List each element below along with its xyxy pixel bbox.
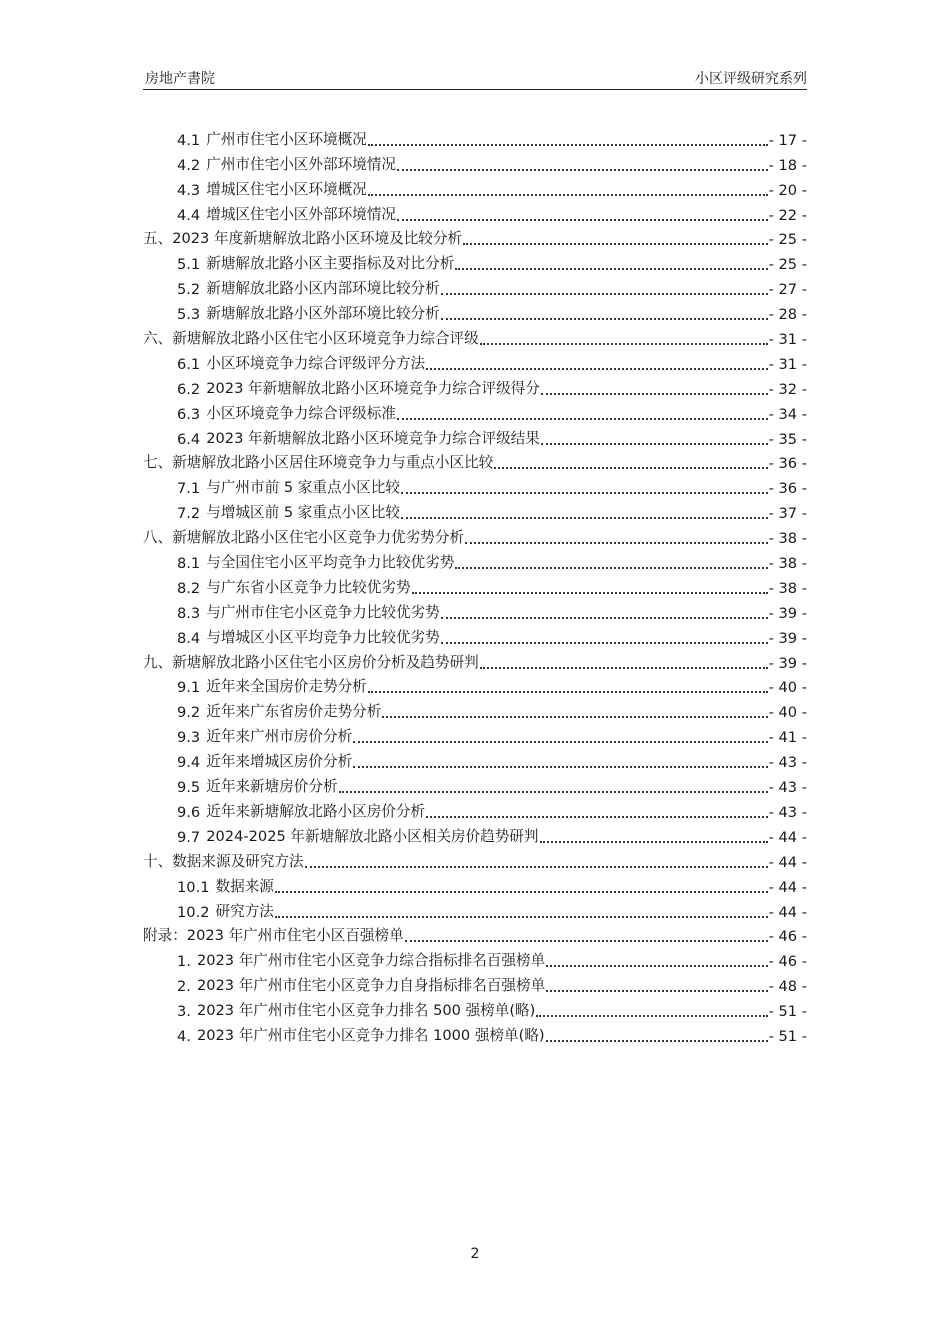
toc-dot-leader [412,578,768,594]
toc-dot-leader [426,802,767,818]
toc-dot-leader [536,1001,767,1017]
toc-dot-leader [546,951,767,967]
toc-entry-number: 8.3 [177,604,201,622]
header-series-title: 小区评级研究系列 [695,71,807,87]
toc-entry-title: 近年来广州市房价分析 [206,728,353,746]
toc-entry-title: 小区环境竞争力综合评级评分方法 [206,354,426,372]
toc-entry-title: 近年来新塘房价分析 [206,778,338,796]
toc-entry-page: - 43 - [768,803,807,821]
toc-entry-number: 8.2 [177,579,201,597]
toc-entry-number: 9.4 [177,754,201,772]
toc-entry-number: 九、 [143,653,173,671]
toc-entry-title: 近年来全国房价走势分析 [206,678,367,696]
toc-entry-page: - 36 - [768,480,807,498]
toc-entry-page: - 27 - [768,281,807,299]
toc-dot-leader [494,453,767,469]
toc-entry-page: - 51 - [768,1027,807,1045]
toc-dot-leader [353,727,767,743]
toc-dot-leader [441,628,768,644]
toc-dot-leader [397,404,768,420]
toc-entry-page: - 37 - [768,505,807,523]
toc-entry-title: 与增城区小区平均竞争力比较优劣势 [206,628,440,646]
toc-entry-page: - 51 - [768,1003,807,1021]
toc-entry-title: 2023 年广州市住宅小区竞争力排名 1000 强榜单(略) [196,1026,545,1044]
toc-entry-page: - 31 - [768,355,807,373]
toc-dot-leader [480,653,768,669]
toc-entry-page: - 39 - [768,629,807,647]
toc-entry-page: - 25 - [768,231,807,249]
toc-entry-number: 五、 [143,230,173,248]
toc-entry-title: 新塘解放北路小区主要指标及对比分析 [206,255,455,273]
toc-entry-number: 5.3 [177,306,201,324]
toc-dot-leader [540,827,768,843]
toc-dot-leader [455,254,767,270]
toc-entry-page: - 32 - [768,380,807,398]
toc-entry-number: 附录： [143,927,187,945]
toc-entry-number: 6.4 [177,430,201,448]
toc-entry-title: 与增城区前 5 家重点小区比较 [206,504,400,522]
toc-entry-title: 2023 年广州市住宅小区竞争力综合指标排名百强榜单 [196,952,546,970]
toc-entry[interactable] [143,472,807,497]
toc-entry-page: - 48 - [768,978,807,996]
toc-dot-leader [441,279,768,295]
toc-entry-number: 4.2 [177,156,201,174]
toc-entry-number: 六、 [143,330,173,348]
toc-dot-leader [463,229,768,245]
toc-entry-title: 新塘解放北路小区住宅小区竞争力优劣势分析 [172,529,465,547]
toc-entry[interactable] [143,373,807,398]
toc-entry-title: 2024-2025 年新塘解放北路小区相关房价趋势研判 [206,827,539,845]
toc-dot-leader [405,926,768,942]
toc-entry[interactable] [143,248,807,273]
toc-entry-title: 近年来增城区房价分析 [206,753,353,771]
toc-entry[interactable] [143,896,807,921]
toc-dot-leader [455,553,767,569]
toc-entry[interactable] [143,497,807,522]
toc-entry[interactable] [143,696,807,721]
toc-entry-number: 6.2 [177,380,201,398]
page-number: 2 [470,1246,480,1262]
toc-entry[interactable] [143,771,807,796]
toc-entry-title: 新塘解放北路小区外部环境比较分析 [206,305,440,323]
toc-entry[interactable] [143,796,807,821]
toc-dot-leader [339,777,768,793]
toc-entry[interactable] [143,423,807,448]
toc-entry-title: 与广州市前 5 家重点小区比较 [206,479,400,497]
toc-entry-number: 7.1 [177,480,201,498]
toc-entry[interactable] [143,970,807,995]
toc-dot-leader [397,155,768,171]
toc-entry[interactable] [143,572,807,597]
toc-entry-title: 2023 年新塘解放北路小区环境竞争力综合评级结果 [206,429,540,447]
toc-entry[interactable] [143,647,807,672]
toc-entry-page: - 18 - [768,156,807,174]
toc-entry-number: 8.1 [177,555,201,573]
toc-entry-title: 近年来广东省房价走势分析 [206,703,382,721]
toc-entry-number: 9.3 [177,729,201,747]
toc-entry[interactable] [143,945,807,970]
toc-entry-number: 4. [177,1027,191,1045]
toc-entry-page: - 17 - [768,131,807,149]
toc-entry-title: 数据来源 [215,877,274,895]
toc-entry-title: 新塘解放北路小区住宅小区环境竞争力综合评级 [172,330,479,348]
toc-entry-number: 9.5 [177,779,201,797]
toc-entry-title: 小区环境竞争力综合评级标准 [206,404,396,422]
toc-entry[interactable] [143,672,807,697]
toc-entry[interactable] [143,1020,807,1045]
toc-entry-title: 2023 年广州市住宅小区百强榜单 [186,927,404,945]
toc-entry-title: 新塘解放北路小区住宅小区房价分析及趋势研判 [172,653,479,671]
toc-entry[interactable] [143,721,807,746]
toc-entry-page: - 36 - [768,455,807,473]
toc-entry-page: - 41 - [768,729,807,747]
toc-entry-page: - 38 - [768,579,807,597]
toc-entry[interactable] [143,995,807,1020]
toc-entry[interactable] [143,547,807,572]
toc-entry-page: - 20 - [768,181,807,199]
toc-entry-page: - 31 - [768,331,807,349]
table-of-contents [143,124,807,1045]
toc-dot-leader [305,852,768,868]
toc-dot-leader [275,902,768,918]
toc-entry-title: 增城区住宅小区外部环境情况 [206,205,396,223]
toc-entry[interactable] [143,622,807,647]
toc-entry-title: 与广州市住宅小区竞争力比较优劣势 [206,603,440,621]
toc-entry-number: 9.2 [177,704,201,722]
toc-entry[interactable] [143,323,807,348]
toc-entry[interactable] [143,124,807,149]
toc-entry-page: - 44 - [768,853,807,871]
toc-entry-number: 十、 [143,852,173,870]
toc-entry-number: 1. [177,953,191,971]
toc-dot-leader [441,304,768,320]
toc-entry-page: - 38 - [768,555,807,573]
toc-entry[interactable] [143,174,807,199]
toc-dot-leader [465,528,768,544]
toc-entry-page: - 25 - [768,256,807,274]
toc-entry-page: - 44 - [768,903,807,921]
toc-entry[interactable] [143,398,807,423]
toc-entry-title: 增城区住宅小区环境概况 [206,180,367,198]
toc-entry-number: 10.2 [177,903,210,921]
toc-entry-page: - 39 - [768,654,807,672]
toc-entry-number: 10.1 [177,878,210,896]
toc-entry[interactable] [143,224,807,249]
toc-entry-number: 9.6 [177,803,201,821]
toc-entry[interactable] [143,522,807,547]
toc-entry-page: - 43 - [768,754,807,772]
toc-dot-leader [368,130,768,146]
toc-entry-title: 与全国住宅小区平均竞争力比较优劣势 [206,554,455,572]
toc-entry-page: - 46 - [768,928,807,946]
toc-entry-page: - 43 - [768,779,807,797]
toc-entry-number: 9.7 [177,828,201,846]
toc-entry-number: 7.2 [177,505,201,523]
toc-entry-number: 9.1 [177,679,201,697]
toc-entry-title: 新塘解放北路小区居住环境竞争力与重点小区比较 [172,454,494,472]
page-header [143,67,807,90]
toc-dot-leader [382,702,767,718]
toc-entry[interactable] [143,921,807,946]
toc-dot-leader [368,677,768,693]
toc-entry-title: 研究方法 [215,902,274,920]
toc-entry[interactable] [143,746,807,771]
toc-entry[interactable] [143,871,807,896]
toc-dot-leader [546,1026,768,1042]
toc-entry[interactable] [143,846,807,871]
toc-entry-page: - 39 - [768,604,807,622]
toc-dot-leader [368,180,768,196]
toc-entry-page: - 46 - [768,953,807,971]
toc-entry-title: 新塘解放北路小区内部环境比较分析 [206,280,440,298]
toc-entry-page: - 44 - [768,828,807,846]
toc-entry[interactable] [143,149,807,174]
toc-dot-leader [353,752,767,768]
toc-entry-title: 2023 年广州市住宅小区竞争力排名 500 强榜单(略) [196,1002,536,1020]
toc-entry[interactable] [143,348,807,373]
toc-entry-number: 5.2 [177,281,201,299]
toc-entry-number: 8.4 [177,629,201,647]
toc-entry[interactable] [143,448,807,473]
toc-entry-page: - 34 - [768,405,807,423]
header-publisher: 房地产書院 [145,71,215,87]
toc-dot-leader [401,478,768,494]
toc-entry-page: - 40 - [768,704,807,722]
toc-entry-page: - 44 - [768,878,807,896]
toc-dot-leader [541,379,768,395]
toc-entry-number: 6.3 [177,405,201,423]
toc-entry-number: 4.1 [177,131,201,149]
toc-entry-title: 数据来源及研究方法 [172,852,304,870]
toc-dot-leader [546,976,767,992]
toc-entry[interactable] [143,597,807,622]
toc-entry-title: 广州市住宅小区外部环境情况 [206,155,396,173]
toc-entry-number: 4.4 [177,206,201,224]
toc-dot-leader [426,354,767,370]
toc-entry-title: 2023 年广州市住宅小区竞争力自身指标排名百强榜单 [196,977,546,995]
toc-entry-page: - 40 - [768,679,807,697]
toc-dot-leader [275,877,768,893]
toc-entry[interactable] [143,273,807,298]
toc-entry-number: 八、 [143,529,173,547]
toc-entry-title: 2023 年新塘解放北路小区环境竞争力综合评级得分 [206,379,540,397]
toc-entry-page: - 35 - [768,430,807,448]
toc-entry-title: 2023 年度新塘解放北路小区环境及比较分析 [172,230,463,248]
toc-entry-title: 近年来新塘解放北路小区房价分析 [206,802,426,820]
toc-dot-leader [401,503,768,519]
toc-entry-number: 3. [177,1003,191,1021]
toc-entry-page: - 22 - [768,206,807,224]
toc-entry-number: 七、 [143,454,173,472]
toc-entry-title: 与广东省小区竞争力比较优劣势 [206,578,411,596]
toc-entry-title: 广州市住宅小区环境概况 [206,130,367,148]
toc-entry-page: - 38 - [768,530,807,548]
toc-entry-number: 2. [177,978,191,996]
toc-entry-page: - 28 - [768,306,807,324]
toc-entry[interactable] [143,199,807,224]
toc-entry[interactable] [143,298,807,323]
toc-dot-leader [541,429,768,445]
toc-dot-leader [480,329,768,345]
toc-entry[interactable] [143,821,807,846]
toc-dot-leader [397,205,768,221]
toc-entry-number: 4.3 [177,181,201,199]
toc-entry-number: 6.1 [177,355,201,373]
toc-dot-leader [441,603,768,619]
toc-entry-number: 5.1 [177,256,201,274]
